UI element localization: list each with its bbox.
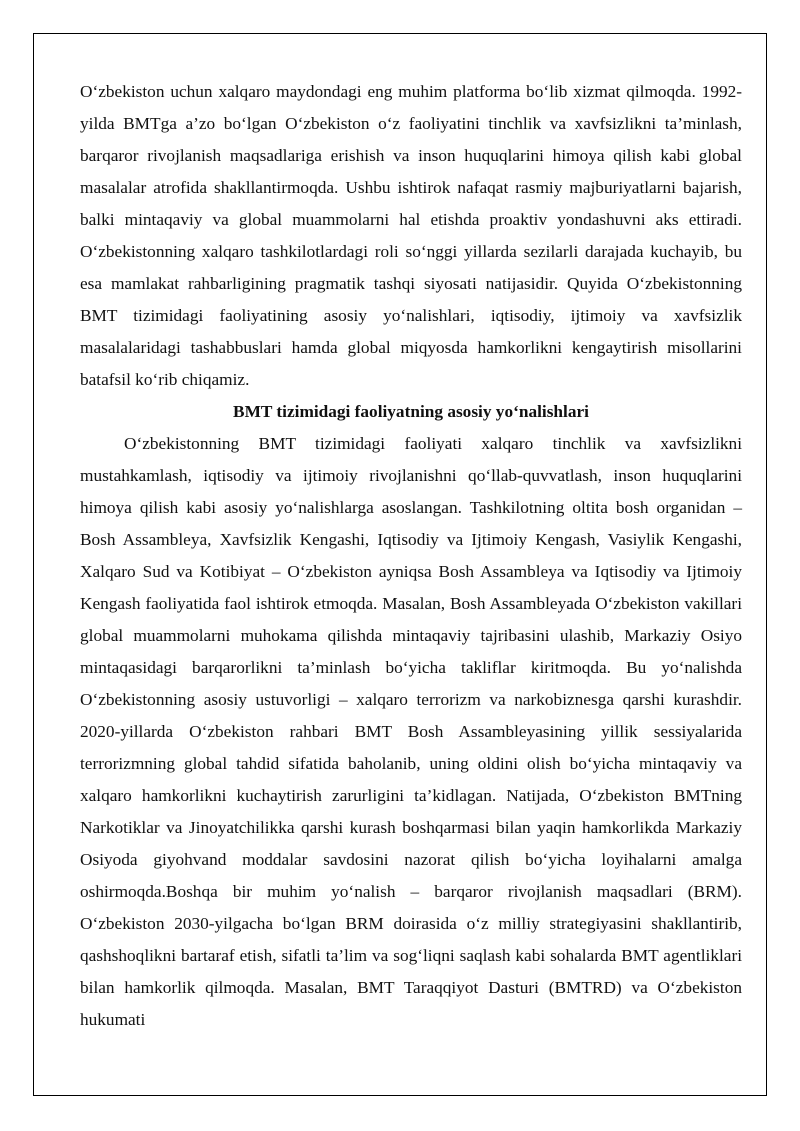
body-paragraph: O‘zbekistonning BMT tizimidagi faoliyati xalqaro tinchlik va xavfsizlikni mustahkamlash, iqtisodiy va ijtimoiy rivojlanishni qo‘llab-quvvatlash, inson huquqlarini himoya qilish kabi asosiy yo‘nalishlarga asoslangan. Tashkilotning oltita bosh organidan – Bosh Assambleya, Xavfsizlik Kengashi, Iqtisodiy va Ijtimoiy Kengash, Vasiylik Kengashi, Xalqaro Sud va Kotibiyat – O‘zbekiston ayniqsa Bosh Assambleya va Iqtisodiy va Ijtimoiy Kengash faoliyatida faol ishtirok etmoqda. Masalan, Bosh Assambleyada O‘zbekiston vakillari global muammolarni muhokama qilishda mintaqaviy tajribasini ulashib, Markaziy Osiyo mintaqasidagi barqarorlikni ta’minlash bo‘yicha takliflar kiritmoqda. Bu yo‘nalishda O‘zbekistonning asosiy ustuvorligi – xalqaro terrorizm va narkobiznesga qarshi kurashdir. 2020-yillarda O‘zbekiston rahbari BMT Bosh Assambleyasining yillik sessiyalarida terrorizmning global tahdid sifatida baholanib, uning oldini olish bo‘yicha mintaqaviy va xalqaro hamkorlikni kuchaytirish zarurligini ta’kidlagan. Natijada, O‘zbekiston BMTning Narkotiklar va Jinoyatchilikka qarshi kurash boshqarmasi bilan yaqin hamkorlikda Markaziy Osiyoda giyohvand moddalar savdosini nazorat qilish bo‘yicha loyihalarni amalga oshirmoqda.Boshqa bir muhim yo‘nalish – barqaror rivojlanish maqsadlari (BRM). O‘zbekiston 2030-yilgacha bo‘lgan BRM doirasida o‘z milliy strategiyasini shakllantirib, qashshoqlikni bartaraf etish, sifatli ta’lim va sog‘liqni saqlash kabi sohalarda BMT agentliklari bilan hamkorlik qilmoqda. Masalan, BMT Taraqqiyot Dasturi (BMTRD) va O‘zbekiston hukumati bbox=[80, 434, 742, 1029]
intro-paragraph: O‘zbekiston uchun xalqaro maydondagi eng muhim platforma bo‘lib xizmat qilmoqda. 1992-yilda BMTga a’zo bo‘lgan O‘zbekiston o‘z faoliyatini tinchlik va xavfsizlikni ta’minlash, barqaror rivojlanish maqsadlariga erishish va inson huquqlarini himoya qilish kabi global masalalar atrofida shakllantirmoqda. Ushbu ishtirok nafaqat rasmiy majburiyatlarni bajarish, balki mintaqaviy va global muammolarni hal etishda proaktiv yondashuvni aks ettiradi. O‘zbekistonning xalqaro tashkilotlardagi roli so‘nggi yillarda sezilarli darajada kuchayib, bu esa mamlakat rahbarligining pragmatik tashqi siyosati natijasidir. Quyida O‘zbekistonning BMT tizimidagi faoliyatining asosiy yo‘nalishlari, iqtisodiy, ijtimoiy va xavfsizlik masalalaridagi tashabbuslari hamda global miqyosda hamkorlikni kengaytirish misollarini batafsil ko‘rib chiqamiz. bbox=[80, 82, 742, 389]
document-body bbox=[80, 76, 742, 1036]
section-heading: BMT tizimidagi faoliyatning asosiy yo‘nalishlari bbox=[233, 402, 589, 421]
